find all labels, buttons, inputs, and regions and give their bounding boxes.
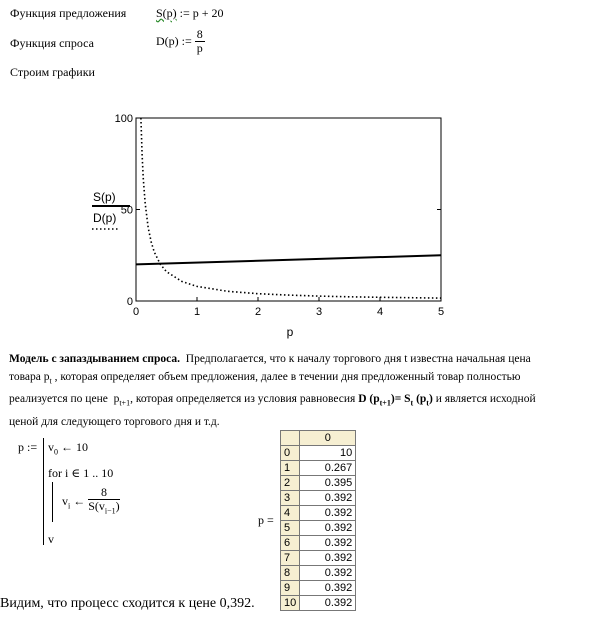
series-line-supply: [136, 255, 441, 264]
row-index: 9: [281, 581, 300, 596]
result-table[interactable]: [280, 430, 356, 611]
row-index: 10: [281, 596, 300, 611]
program-fraction: $\frac{8}{S(v_{i-1})}$: [88, 485, 120, 516]
legend-top-label: S(p): [93, 190, 116, 204]
para-text-3c: и является исходной: [435, 393, 536, 406]
row-value[interactable]: 0.392: [300, 521, 356, 536]
supply-lhs: S(p): [156, 6, 177, 20]
para-line-1: [9, 350, 584, 368]
row-index: 3: [281, 491, 300, 506]
plot-frame: [136, 118, 441, 301]
row-value[interactable]: 0.392: [300, 566, 356, 581]
para-text-3a: реализуется по цене: [9, 393, 108, 406]
result-column-header: 0: [300, 431, 356, 446]
row-index: 6: [281, 536, 300, 551]
x-tick-label: 4: [376, 306, 384, 318]
row-index: 1: [281, 461, 300, 476]
row-value[interactable]: 10: [300, 446, 356, 461]
row-value[interactable]: 0.395: [300, 476, 356, 491]
row-index: 0: [281, 446, 300, 461]
table-row: [281, 446, 356, 461]
row-value[interactable]: 0.392: [300, 491, 356, 506]
table-row: [281, 476, 356, 491]
pt-var: $p_t$: [43, 371, 52, 386]
table-row: [281, 551, 356, 566]
program-line-3: $v_i$ ← $\frac{8}{S(v_{i-1})}$: [62, 485, 120, 516]
pt1-var: $p_{t+1}$: [113, 393, 131, 408]
row-value[interactable]: 0.267: [300, 461, 356, 476]
row-value[interactable]: 0.392: [300, 596, 356, 611]
x-tick-label: 0: [132, 306, 140, 318]
demand-lhs: D(p) :=: [156, 34, 192, 48]
row-value[interactable]: 0.392: [300, 551, 356, 566]
demand-denominator: p: [196, 41, 203, 55]
build-label: Строим графики: [10, 65, 95, 79]
program-line-1: $v_0$ ← 10: [48, 440, 88, 457]
para-line-4: ценой для следующего торгового дня и т.д.: [9, 415, 220, 428]
row-index: 2: [281, 476, 300, 491]
para-line-3: [9, 390, 584, 412]
table-row: [281, 596, 356, 611]
result-corner-cell: [281, 431, 300, 446]
model-description: [9, 350, 584, 431]
y-tick-label: 100: [114, 113, 133, 125]
table-row: [281, 491, 356, 506]
table-row: [281, 566, 356, 581]
para-text-1: Предполагается, что к началу торгового дня t известна начальная цена: [185, 353, 531, 365]
x-tick-label: 5: [437, 306, 445, 318]
equilibrium-eq: D $(p_{t+1})= S_t$ $(p_t)$: [358, 393, 433, 408]
program-line-4: v: [48, 532, 54, 546]
para-text-2a: товара: [9, 371, 41, 383]
table-row: [281, 506, 356, 521]
y-tick-label: 50: [120, 204, 133, 217]
result-header-row: [281, 431, 356, 446]
result-label: p =: [258, 513, 274, 527]
program-bracket: [43, 438, 44, 545]
program-inner-bracket: [52, 482, 53, 522]
row-index: 4: [281, 506, 300, 521]
legend-bottom-label: D(p): [93, 211, 117, 225]
x-tick-label: 3: [315, 306, 323, 318]
model-title: Модель с запаздыванием спроса.: [9, 353, 181, 365]
program-lhs: p :=: [18, 440, 38, 454]
row-value[interactable]: 0.392: [300, 581, 356, 596]
row-value[interactable]: 0.392: [300, 536, 356, 551]
para-text-3b: , которая определяется из условия равновесия: [130, 393, 356, 406]
table-row: [281, 521, 356, 536]
axis-ticks: [115, 113, 444, 318]
row-value[interactable]: 0.392: [300, 506, 356, 521]
x-tick-label: 2: [254, 306, 262, 318]
table-row: [281, 581, 356, 596]
supply-label: Функция предложения: [10, 6, 127, 20]
para-text-2b: , которая определяет объем предложения, далее в течении дня предложенный товар полностью: [54, 371, 521, 383]
table-row: [281, 536, 356, 551]
program-line-2: for i ∈ 1 .. 10: [48, 466, 114, 480]
demand-numerator: 8: [196, 27, 203, 41]
chart-series: [136, 118, 441, 298]
series-line-demand: [141, 118, 441, 298]
demand-label: Функция спроса: [10, 36, 94, 50]
supply-rhs: := p + 20: [179, 6, 224, 20]
conclusion-text: Видим, что процесс сходится к цене 0,392.: [0, 596, 255, 611]
y-tick-label: 0: [126, 296, 133, 308]
row-index: 7: [281, 551, 300, 566]
row-index: 8: [281, 566, 300, 581]
table-row: [281, 461, 356, 476]
row-index: 5: [281, 521, 300, 536]
para-line-2: [9, 368, 584, 390]
x-axis-label: p: [286, 325, 294, 339]
x-tick-label: 1: [193, 306, 201, 318]
